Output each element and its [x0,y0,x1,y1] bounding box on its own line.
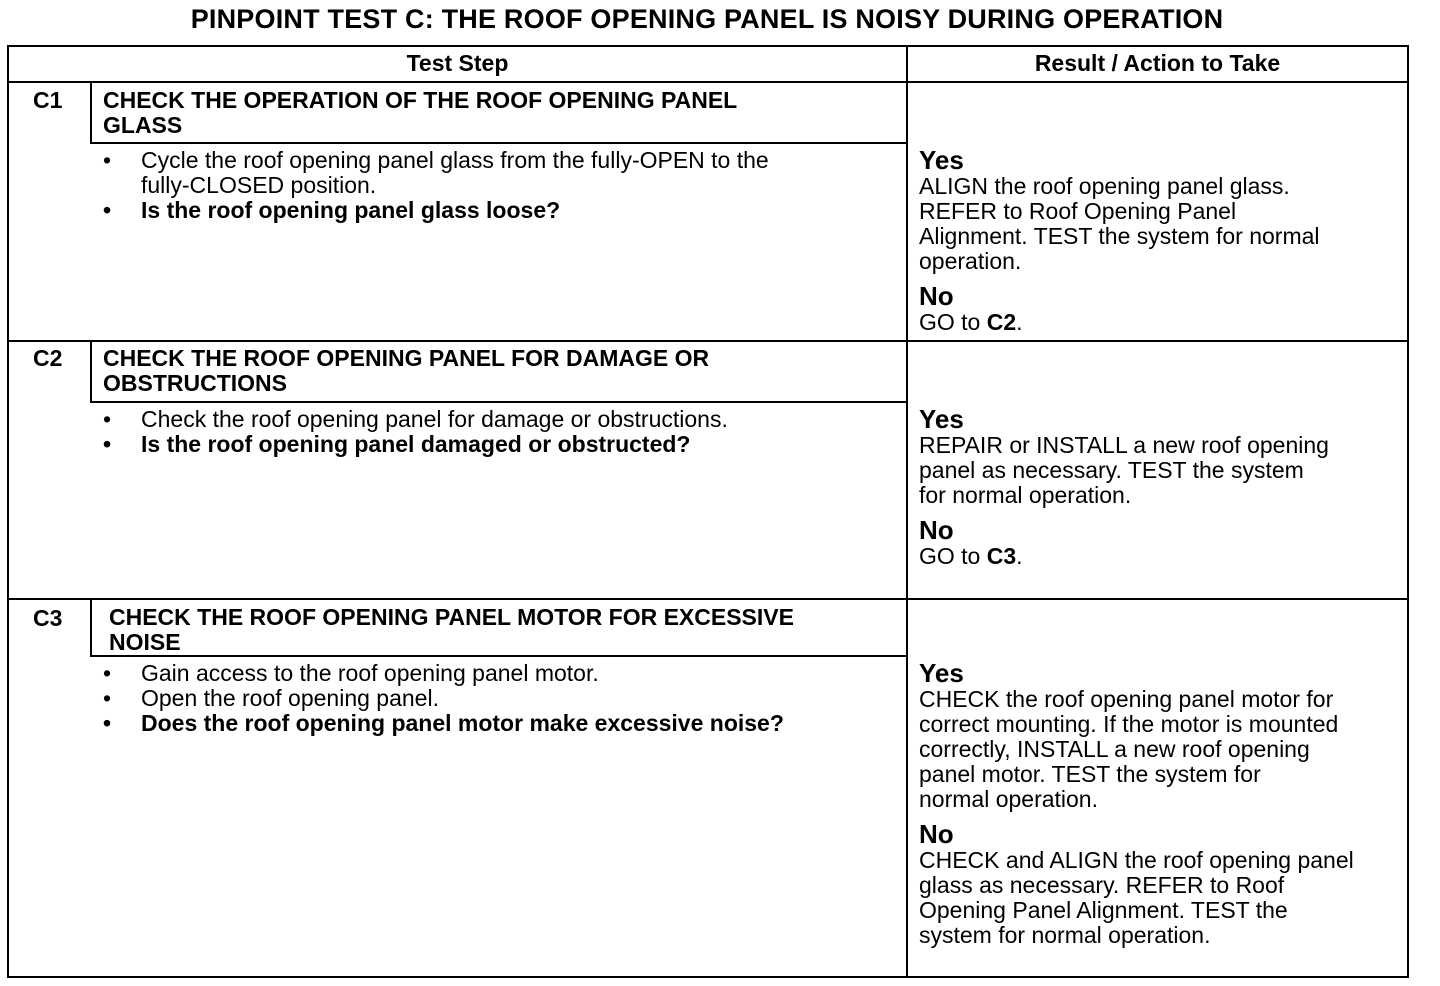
list-item: • Is the roof opening panel damaged or obstructed? [103,432,728,457]
c2-result [919,405,1329,569]
c2-no-target: C3 [986,543,1017,569]
c2-no-label: No [919,515,954,545]
c3-result [919,659,1354,948]
c2-yes-label: Yes [919,404,964,434]
c1-yes-line: REFER to Roof Opening Panel [919,198,1237,224]
c1-no-action: GO to C2. [919,309,1023,335]
c1-yes-line: Alignment. TEST the system for normal [919,223,1320,249]
c1-heading-line-2: GLASS [103,112,183,138]
table-border-left [7,45,9,978]
c3-bullets [103,661,784,736]
c3-no-line: CHECK and ALIGN the roof opening panel [919,847,1354,873]
c3-yes-label: Yes [919,658,964,688]
c2-yes-line: panel as necessary. TEST the system [919,457,1304,483]
c3-yes-line: normal operation. [919,786,1098,812]
c3-no-line: system for normal operation. [919,922,1211,948]
column-divider [906,45,908,978]
c1-bullets [103,148,769,223]
c1-yes-line: ALIGN the roof opening panel glass. [919,173,1290,199]
list-item: • Cycle the roof opening panel glass from the fully-OPEN to the fully-CLOSED position. [103,148,769,198]
c1-yes-label: Yes [919,145,964,175]
c2-yes-line: for normal operation. [919,482,1132,508]
c3-heading-line-2: NOISE [109,629,181,655]
test-step-header: Test Step [406,50,509,76]
c3-yes-line: CHECK the roof opening panel motor for [919,686,1334,712]
list-item: • Is the roof opening panel glass loose? [103,198,769,223]
c1-no-target: C2 [986,309,1017,335]
c3-heading-line-1: CHECK THE ROOF OPENING PANEL MOTOR FOR EXCESSIVE [109,604,794,630]
c3-no-line: Opening Panel Alignment. TEST the [919,897,1288,923]
c2-heading-divider [90,401,907,403]
result-action-header: Result / Action to Take [1034,50,1281,76]
c2-id-divider [90,340,92,403]
c2-bullets [103,407,728,457]
c1-row-divider [7,340,1409,342]
list-item: • Open the roof opening panel. [103,686,784,711]
c3-heading-divider [90,655,907,657]
c1-no-label: No [919,281,954,311]
c2-row-divider [7,598,1409,600]
c2-no-action: GO to C3. [919,543,1023,569]
c3-yes-line: panel motor. TEST the system for [919,761,1261,787]
c1-heading-line-1: CHECK THE OPERATION OF THE ROOF OPENING PANEL [103,87,738,113]
list-item: • Check the roof opening panel for damage or obstructions. [103,407,728,432]
header-divider [7,81,1409,83]
table-border-right [1407,45,1409,978]
c3-yes-line: correct mounting. If the motor is mounted [919,711,1339,737]
c3-yes-line: correctly, INSTALL a new roof opening [919,736,1310,762]
c3-id-divider [90,598,92,657]
c2-yes-line: REPAIR or INSTALL a new roof opening [919,432,1329,458]
c3-no-label: No [919,819,954,849]
c1-step-id: C1 [33,87,63,113]
c1-result [919,146,1320,335]
page-title: PINPOINT TEST C: THE ROOF OPENING PANEL IS NOISY DURING OPERATION [190,4,1224,34]
table-border-bottom [7,976,1409,978]
c3-no-line: glass as necessary. REFER to Roof [919,872,1285,898]
c2-heading-line-2: OBSTRUCTIONS [103,370,287,396]
c2-step-id: C2 [33,345,63,371]
c1-heading-divider [90,142,907,144]
c3-step-id: C3 [33,605,63,631]
list-item: • Does the roof opening panel motor make excessive noise? [103,711,784,736]
list-item: • Gain access to the roof opening panel motor. [103,661,784,686]
c1-yes-line: operation. [919,248,1022,274]
table-border-top [7,45,1409,47]
c2-heading-line-1: CHECK THE ROOF OPENING PANEL FOR DAMAGE OR [103,345,710,371]
c1-id-divider [90,81,92,144]
